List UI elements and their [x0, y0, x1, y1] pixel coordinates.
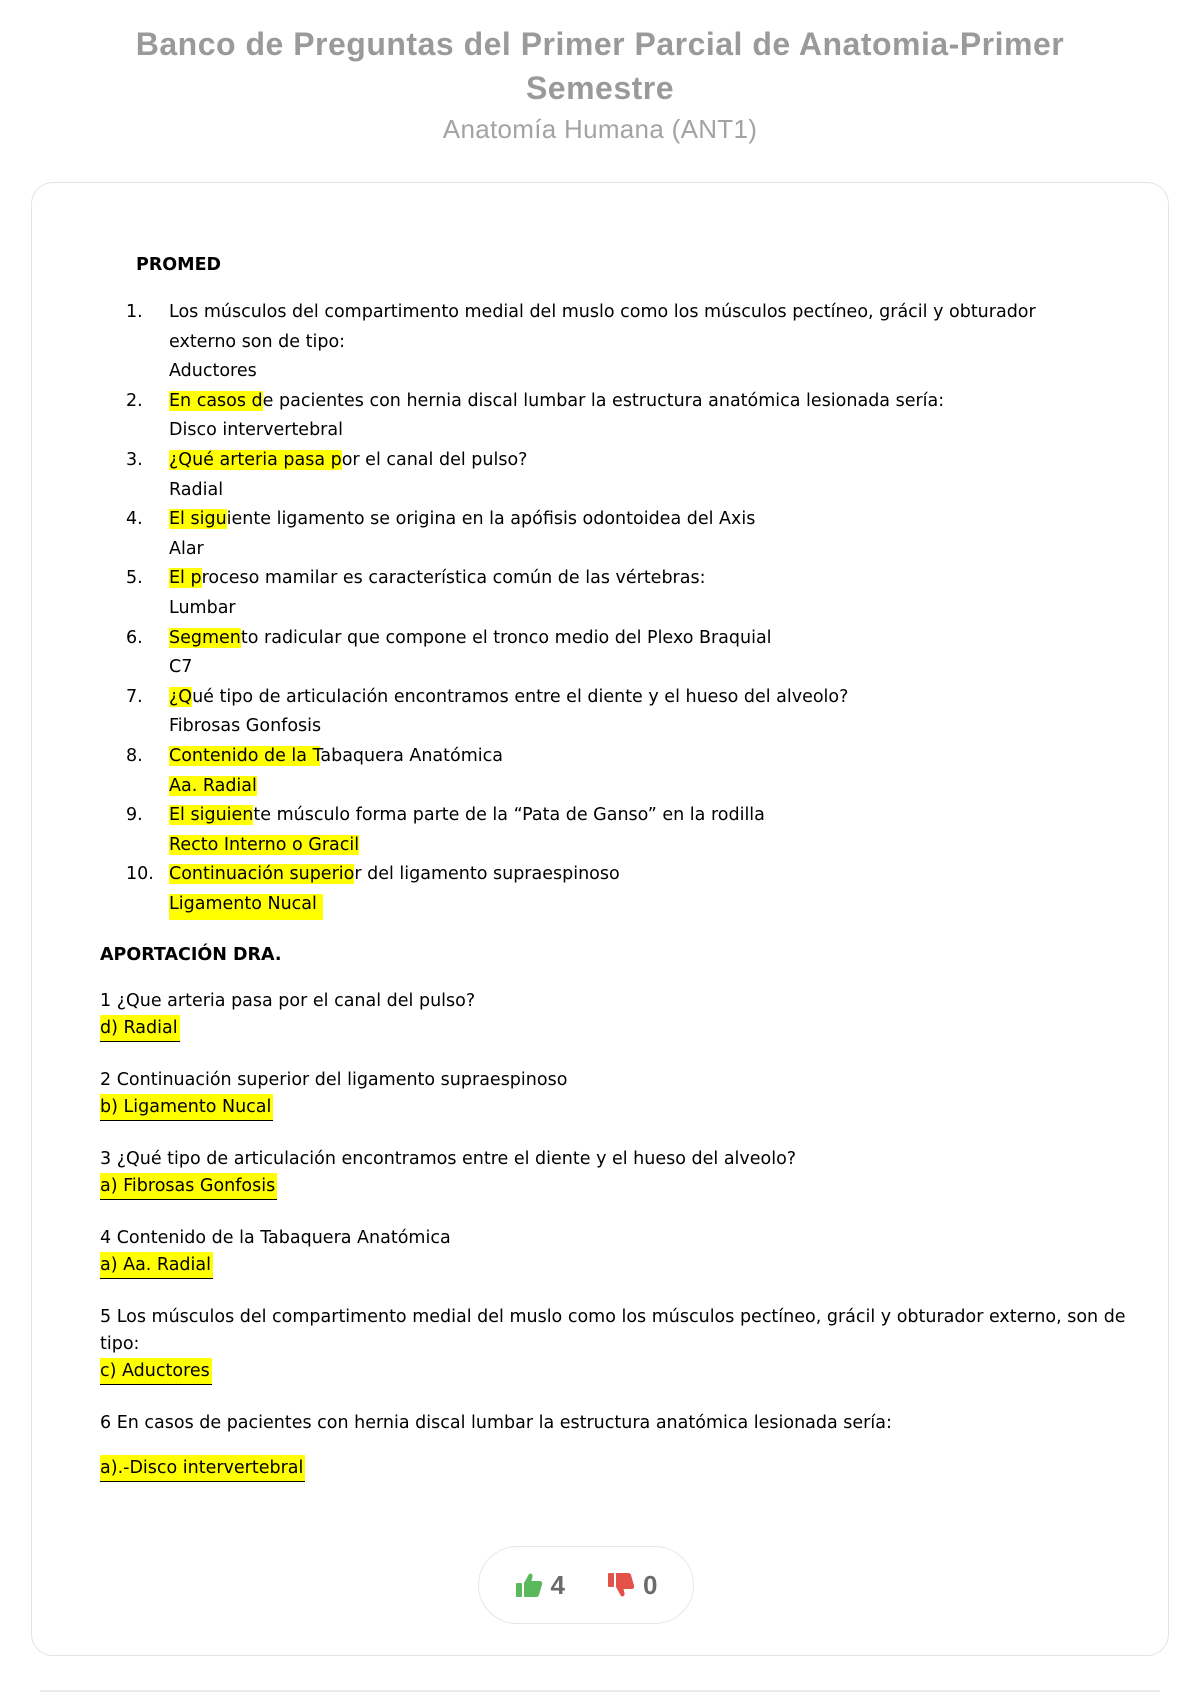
promed-question-list: [126, 298, 1086, 919]
question-text: 2 Continuación superior del ligamento supraespinoso: [100, 1070, 568, 1090]
question-text: r del ligamento supraespinoso: [354, 864, 620, 885]
answer-text: C7: [169, 657, 193, 678]
answer-text: a) Fibrosas Gonfosis: [100, 1173, 277, 1200]
highlighted-text: El sigu: [169, 509, 227, 530]
dislike-count: 0: [643, 1569, 658, 1600]
item-number: 8.: [126, 745, 143, 766]
promed-heading: PROMED: [136, 255, 222, 275]
highlighted-text: Contenido de la T: [169, 745, 321, 766]
vote-widget: [478, 1546, 694, 1624]
highlighted-text: En casos d: [169, 390, 263, 411]
item-number: 6.: [126, 627, 143, 648]
answer-text: d) Radial: [100, 1015, 180, 1042]
next-card-edge: [40, 1690, 1160, 1692]
list-item: [126, 801, 1086, 860]
question-text: roceso mamilar es característica común de las vértebras:: [201, 568, 706, 589]
list-item: [126, 683, 1086, 742]
answer-text: Aductores: [169, 361, 257, 382]
list-item: [100, 1225, 1140, 1279]
highlighted-text: ¿Q: [169, 686, 193, 707]
list-item: [100, 988, 1140, 1042]
answer-text: Alar: [169, 538, 204, 559]
list-item: [126, 624, 1086, 683]
list-item: [100, 1146, 1140, 1200]
item-number: 2.: [126, 390, 143, 411]
question-text: te músculo forma parte de la “Pata de Ganso” en la rodilla: [253, 805, 765, 826]
list-item: [126, 564, 1086, 623]
highlighted-text: El p: [169, 568, 202, 589]
dislike-button[interactable]: [607, 1570, 657, 1601]
answer-text: Ligamento Nucal: [169, 894, 323, 920]
question-text: ué tipo de articulación encontramos entre el diente y el hueso del alveolo?: [192, 686, 849, 707]
answer-text: Lumbar: [169, 597, 236, 618]
list-item: [126, 298, 1086, 387]
aportacion-heading: APORTACIÓN DRA.: [100, 945, 282, 965]
list-item: [100, 1304, 1140, 1385]
aportacion-question-list: [100, 988, 1140, 1507]
highlighted-text: Segmen: [169, 627, 241, 648]
answer-text: [100, 1455, 305, 1482]
item-number: 5.: [126, 568, 143, 589]
question-text: 5 Los músculos del compartimento medial del muslo como los músculos pectíneo, grácil y obturador externo, son de tipo:: [100, 1307, 1126, 1354]
question-text: iente ligamento se origina en la apófisis odontoidea del Axis: [226, 509, 756, 530]
question-text: 6 En casos de pacientes con hernia discal lumbar la estructura anatómica lesionada sería:: [100, 1413, 892, 1433]
question-text: to radicular que compone el tronco medio del Plexo Braquial: [240, 627, 772, 648]
item-number: 10.: [126, 864, 154, 885]
question-text: e pacientes con hernia discal lumbar la estructura anatómica lesionada sería:: [262, 390, 945, 411]
like-count: 4: [550, 1569, 565, 1600]
question-text: 3 ¿Qué tipo de articulación encontramos entre el diente y el hueso del alveolo?: [100, 1149, 797, 1169]
item-number: 3.: [126, 449, 143, 470]
question-text: abaquera Anatómica: [320, 745, 503, 766]
thumbs-up-icon: [515, 1572, 543, 1598]
answer-text: Recto Interno o Gracil: [169, 834, 360, 855]
question-text: 1 ¿Que arteria pasa por el canal del pulso?: [100, 991, 476, 1011]
list-item: [100, 1410, 1140, 1482]
item-number: 1.: [126, 302, 143, 322]
item-number: 4.: [126, 509, 143, 530]
answer-text: c) Aductores: [100, 1358, 212, 1385]
answer-prefix: a): [100, 1458, 118, 1478]
answer-text: Disco intervertebral: [169, 420, 343, 441]
question-text: 4 Contenido de la Tabaquera Anatómica: [100, 1228, 451, 1248]
question-text: Los músculos del compartimento medial del muslo como los músculos pectíneo, grácil y obturador externo son de tipo:: [169, 302, 1036, 352]
question-text: or el canal del pulso?: [341, 449, 528, 470]
thumbs-down-icon: [607, 1572, 635, 1598]
like-button[interactable]: [515, 1570, 565, 1601]
highlighted-text: El siguien: [169, 805, 254, 826]
course-subtitle[interactable]: Anatomía Humana (ANT1): [442, 114, 758, 144]
list-item: [126, 860, 1086, 919]
item-number: 7.: [126, 686, 143, 707]
answer-text: Fibrosas Gonfosis: [169, 716, 322, 737]
list-item: [100, 1067, 1140, 1121]
list-item: [126, 505, 1086, 564]
list-item: [126, 742, 1086, 801]
answer-text: a) Aa. Radial: [100, 1252, 213, 1279]
document-title: Banco de Preguntas del Primer Parcial de Anatomia-Primer Semestre: [135, 26, 1065, 106]
list-item: [126, 446, 1086, 505]
highlighted-text: ¿Qué arteria pasa p: [169, 449, 342, 470]
answer-body: .-Disco intervertebral: [117, 1458, 304, 1478]
highlighted-text: Continuación superio: [169, 864, 355, 885]
answer-text: Radial: [169, 479, 224, 500]
list-item: [126, 387, 1086, 446]
answer-text: b) Ligamento Nucal: [100, 1094, 273, 1121]
answer-text: Aa. Radial: [169, 775, 257, 796]
item-number: 9.: [126, 805, 143, 826]
